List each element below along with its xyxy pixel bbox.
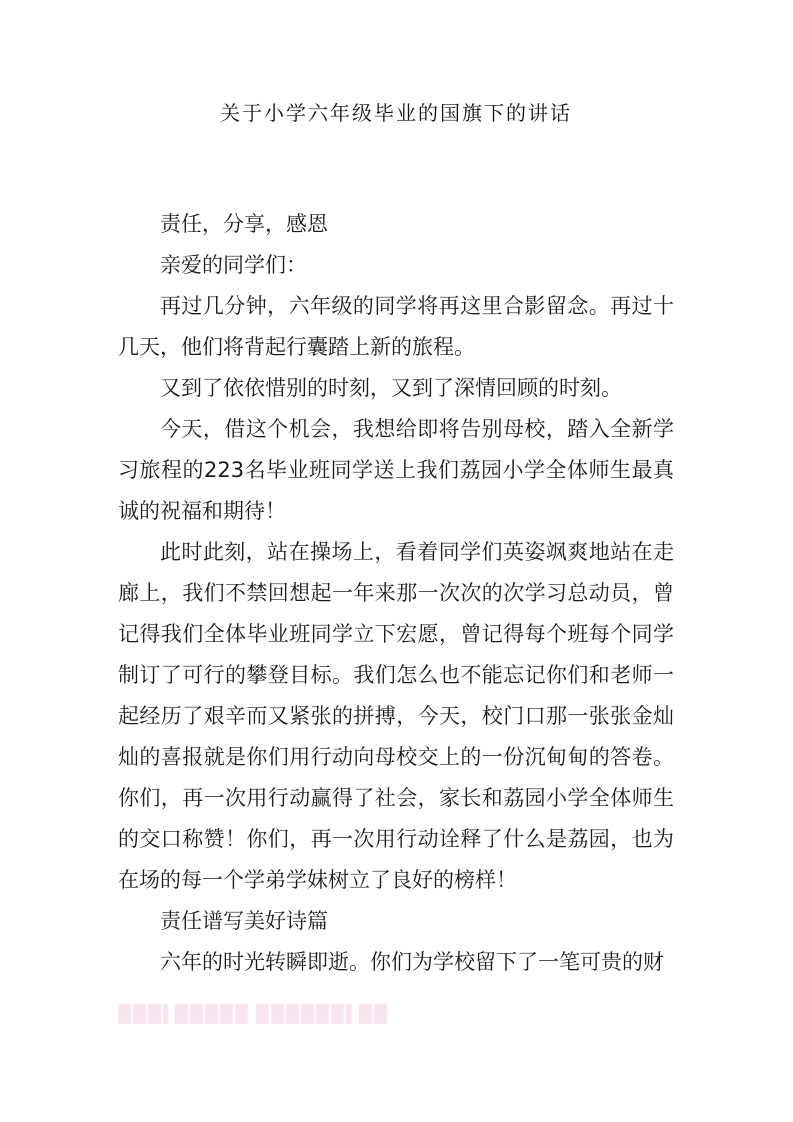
watermark-segment [118, 1004, 168, 1024]
watermark [118, 1004, 387, 1024]
watermark-segment [359, 1004, 387, 1024]
paragraph: 今天，借这个机会，我想给即将告别母校，踏入全新学习旅程的223名毕业班同学送上我们荔园小学全体师生最真诚的祝福和期待！ [118, 417, 674, 523]
paragraph: 此时此刻，站在操场上，看着同学们英姿飒爽地站在走廊上，我们不禁回想起一年来那一次次的次学习总动员，曾记得我们全体毕业班同学立下宏愿，曾记得每个班每个同学制订了可行的攀登目标。我们怎么也不能忘记你们和老师一起经历了艰辛而又紧张的拼搏，今天，校门口那一张张金灿灿的喜报就是你们用行动向母校交上的一份沉甸甸的答卷。你们，再一次用行动赢得了社会，家长和荔园小学全体师生的交口称赞！你们，再一次用行动诠释了什么是荔园，也为在场的每一个学弟学妹树立了良好的榜样！ [118, 540, 674, 892]
paragraph: 亲爱的同学们： [160, 253, 307, 277]
paragraph: 又到了依依惜别的时刻，又到了深情回顾的时刻。 [160, 376, 622, 400]
document-body [118, 204, 674, 983]
paragraph: 六年的时光转瞬即逝。你们为学校留下了一笔可贵的财 [160, 950, 664, 974]
watermark-segment [256, 1004, 352, 1024]
document-title: 关于小学六年级毕业的国旗下的讲话 [220, 101, 572, 125]
watermark-segment [175, 1004, 249, 1024]
paragraph: 责任谱写美好诗篇 [160, 909, 328, 933]
paragraph: 责任，分享，感恩 [160, 212, 328, 236]
document-content [118, 0, 674, 983]
paragraph: 再过几分钟，六年级的同学将再这里合影留念。再过十几天，他们将背起行囊踏上新的旅程。 [118, 294, 674, 359]
